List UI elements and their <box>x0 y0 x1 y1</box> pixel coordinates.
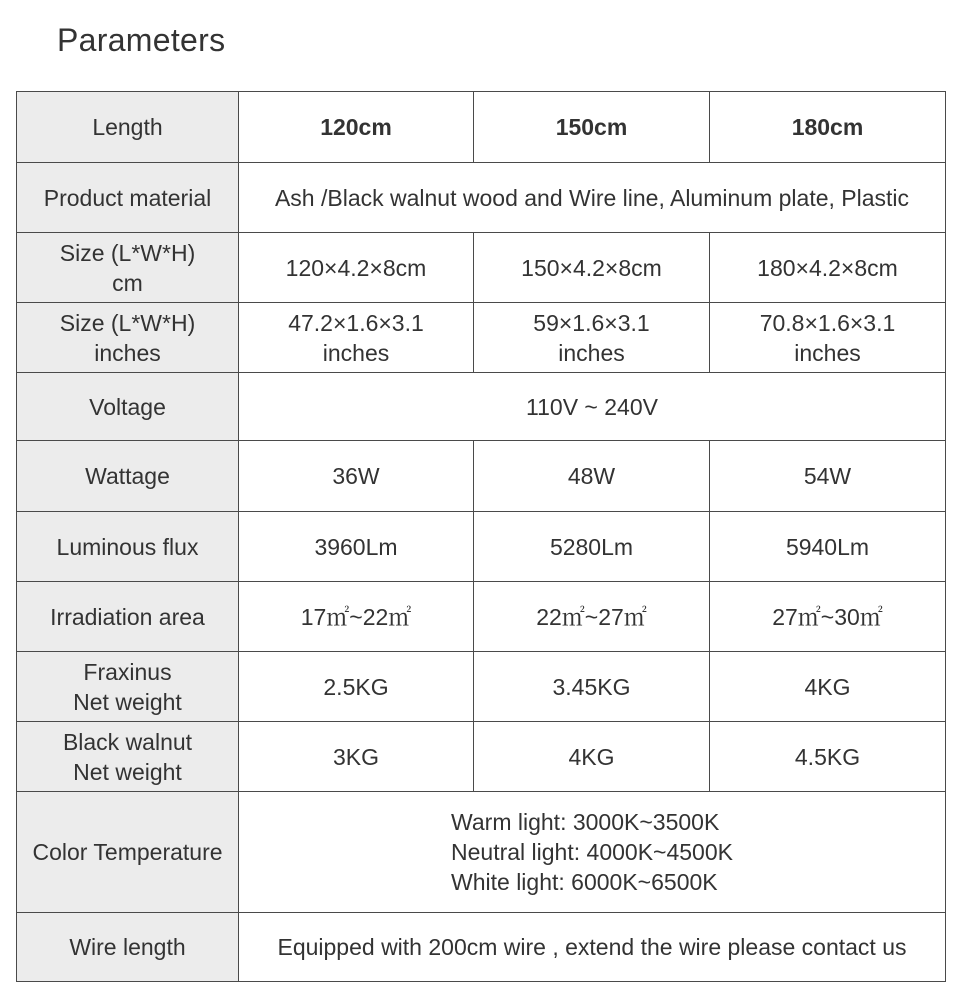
table-row-luminous-flux <box>17 512 946 582</box>
table-row-voltage <box>17 373 946 441</box>
table-row-length <box>17 92 946 163</box>
area-180-cell: 27㎡~30㎡ <box>710 582 946 652</box>
flux-120-cell: 3960Lm <box>239 512 474 582</box>
row-label-fraxinus-weight: Fraxinus Net weight <box>17 652 239 722</box>
row-label-voltage: Voltage <box>17 373 239 441</box>
table-row-material <box>17 163 946 233</box>
flux-180-cell: 5940Lm <box>710 512 946 582</box>
row-label-color-temperature: Color Temperature <box>17 792 239 913</box>
fraxinus-180-cell: 4KG <box>710 652 946 722</box>
row-label-wattage: Wattage <box>17 441 239 512</box>
size-in-180-cell: 70.8×1.6×3.1 inches <box>710 303 946 373</box>
row-label-irradiation-area: Irradiation area <box>17 582 239 652</box>
row-label-size-inches: Size (L*W*H) inches <box>17 303 239 373</box>
table-row-wire-length <box>17 913 946 982</box>
wattage-150-cell: 48W <box>474 441 710 512</box>
size-in-150-cell: 59×1.6×3.1 inches <box>474 303 710 373</box>
size-in-120-cell: 47.2×1.6×3.1 inches <box>239 303 474 373</box>
parameters-table <box>16 91 946 982</box>
voltage-value: 110V ~ 240V <box>239 373 946 441</box>
table-row-fraxinus-weight <box>17 652 946 722</box>
material-value: Ash /Black walnut wood and Wire line, Aluminum plate, Plastic <box>239 163 946 233</box>
fraxinus-120-cell: 2.5KG <box>239 652 474 722</box>
walnut-150-cell: 4KG <box>474 722 710 792</box>
area-120-cell: 17㎡~22㎡ <box>239 582 474 652</box>
length-180-cell: 180cm <box>710 92 946 163</box>
walnut-180-cell: 4.5KG <box>710 722 946 792</box>
wire-length-value: Equipped with 200cm wire , extend the wire please contact us <box>239 913 946 982</box>
fraxinus-150-cell: 3.45KG <box>474 652 710 722</box>
row-label-length: Length <box>17 92 239 163</box>
table-row-wattage <box>17 441 946 512</box>
size-cm-180-cell: 180×4.2×8cm <box>710 233 946 303</box>
size-cm-120-cell: 120×4.2×8cm <box>239 233 474 303</box>
color-temperature-cell <box>239 792 946 913</box>
row-label-walnut-weight: Black walnut Net weight <box>17 722 239 792</box>
walnut-120-cell: 3KG <box>239 722 474 792</box>
table-row-walnut-weight <box>17 722 946 792</box>
length-150-cell: 150cm <box>474 92 710 163</box>
table-row-size-cm <box>17 233 946 303</box>
table-row-color-temperature <box>17 792 946 913</box>
area-150-cell: 22㎡~27㎡ <box>474 582 710 652</box>
color-temperature-value: Warm light: 3000K~3500K Neutral light: 4000K~4500K White light: 6000K~6500K <box>451 809 733 895</box>
row-label-material: Product material <box>17 163 239 233</box>
table-row-size-inches <box>17 303 946 373</box>
row-label-wire-length: Wire length <box>17 913 239 982</box>
wattage-120-cell: 36W <box>239 441 474 512</box>
table-row-irradiation-area <box>17 582 946 652</box>
row-label-size-cm: Size (L*W*H) cm <box>17 233 239 303</box>
flux-150-cell: 5280Lm <box>474 512 710 582</box>
length-120-cell: 120cm <box>239 92 474 163</box>
size-cm-150-cell: 150×4.2×8cm <box>474 233 710 303</box>
row-label-luminous-flux: Luminous flux <box>17 512 239 582</box>
wattage-180-cell: 54W <box>710 441 946 512</box>
page-title: Parameters <box>57 22 226 58</box>
